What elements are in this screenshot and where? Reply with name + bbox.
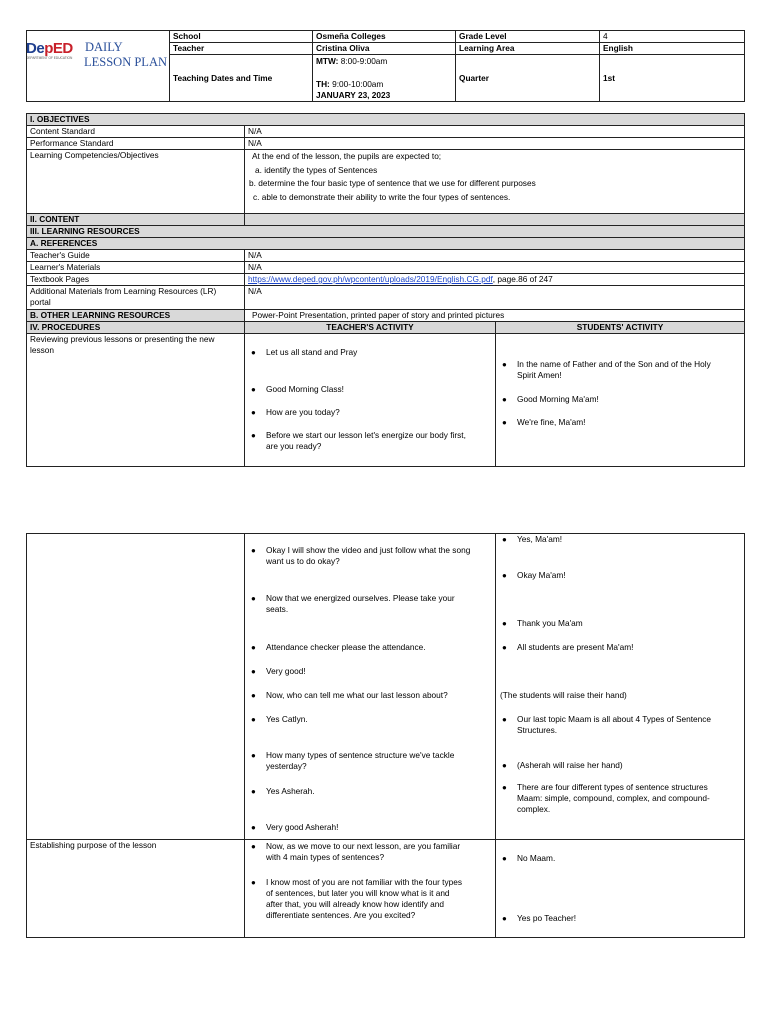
student-line: No Maam. — [517, 853, 556, 863]
teachers-guide-label: Teacher's Guide — [27, 250, 245, 262]
teacher-line: Good Morning Class! — [266, 384, 344, 394]
bullet-icon: ● — [502, 571, 507, 580]
continued-label-cell — [27, 534, 245, 840]
competency-intro: At the end of the lesson, the pupils are expected to; — [252, 151, 442, 161]
teacher-line: Now that we energized ourselves. Please take your — [266, 593, 455, 603]
teacher-lines — [266, 430, 491, 452]
teacher-line: want us to do okay? — [266, 556, 340, 566]
area-label: Learning Area — [456, 43, 600, 55]
bullet-icon: ● — [251, 408, 256, 417]
title-line-2: LESSON PLAN — [84, 55, 167, 69]
logo-subtitle: DEPARTMENT OF EDUCATION — [26, 56, 73, 60]
title-line-1: DAILY — [85, 40, 123, 54]
teacher-lines — [266, 877, 491, 921]
student-line: Good Morning Ma'am! — [517, 394, 599, 404]
student-line: Yes, Ma'am! — [517, 534, 563, 544]
bullet-icon: ● — [502, 715, 507, 724]
bullet-icon: ● — [251, 385, 256, 394]
teacher-line: yesterday? — [266, 761, 307, 771]
teacher-line: seats. — [266, 604, 289, 614]
purpose-label: Establishing purpose of the lesson — [27, 840, 245, 938]
performance-standard-label: Performance Standard — [27, 138, 245, 150]
teacher-line: differentiate sentences. Are you excited? — [266, 910, 416, 920]
bullet-icon: ● — [251, 751, 256, 760]
bullet-icon: ● — [502, 783, 507, 792]
bullet-icon: ● — [502, 761, 507, 770]
teacher-line: Now, who can tell me what our last lesson about? — [266, 690, 448, 700]
bullet-icon: ● — [251, 643, 256, 652]
learners-materials-value: N/A — [245, 262, 745, 274]
student-line: Our last topic Maam is all about 4 Types of Sentence — [517, 714, 712, 724]
bullet-icon: ● — [502, 619, 507, 628]
competencies-label: Learning Competencies/Objectives — [27, 150, 245, 214]
teacher-line: after that, you will already know how identify and — [266, 899, 445, 909]
teacher-line: Very good Asherah! — [266, 822, 339, 832]
teacher-lines — [266, 841, 491, 863]
bullet-icon: ● — [251, 715, 256, 724]
logo-cell — [27, 31, 170, 102]
bullet-icon: ● — [251, 842, 256, 851]
student-line: In the name of Father and of the Son and of the Holy — [517, 359, 711, 369]
learning-resources-heading: III. LEARNING RESOURCES — [27, 226, 745, 238]
other-resources-value: Power-Point Presentation, printed paper of story and printed pictures — [245, 310, 745, 322]
student-line: We're fine, Ma'am! — [517, 417, 586, 427]
competencies-value — [245, 150, 745, 214]
bullet-icon: ● — [251, 691, 256, 700]
student-line: Thank you Ma'am — [517, 618, 583, 628]
teacher-lines — [266, 593, 491, 615]
teacher-line: of sentences, but later you will know what is it and — [266, 888, 450, 898]
teacher-line: are you ready? — [266, 441, 322, 451]
lesson-plan-table — [26, 113, 745, 467]
student-line: (Asherah will raise her hand) — [517, 760, 623, 770]
bullet-icon: ● — [251, 546, 256, 555]
bullet-icon: ● — [251, 348, 256, 357]
school-value: Osmeña Colleges — [313, 31, 456, 43]
teacher-label: Teacher — [170, 43, 313, 55]
teacher-line: Very good! — [266, 666, 306, 676]
textbook-label: Textbook Pages — [27, 274, 245, 286]
teacher-line: How many types of sentence structure we've tackle — [266, 750, 455, 760]
header-table — [26, 30, 745, 102]
teacher-line: Attendance checker please the attendance. — [266, 642, 426, 652]
bullet-icon: ● — [251, 667, 256, 676]
teacher-line: Now, as we move to our next lesson, are you familiar — [266, 841, 461, 851]
student-line: Maam: simple, compound, complex, and compound- — [517, 793, 710, 803]
bullet-icon: ● — [251, 594, 256, 603]
student-lines — [517, 782, 740, 815]
competency-c: c. able to demonstrate their ability to write the four types of sentences. — [253, 191, 511, 202]
teacher-line: Before we start our lesson let's energize our body first, — [266, 430, 466, 440]
bullet-icon: ● — [251, 787, 256, 796]
objectives-heading: I. OBJECTIVES — [27, 114, 745, 126]
bullet-icon: ● — [502, 643, 507, 652]
student-line: Okay Ma'am! — [517, 570, 566, 580]
review-label-line-2: lesson — [30, 345, 54, 355]
student-line: Spirit Amen! — [517, 370, 562, 380]
bullet-icon: ● — [502, 914, 507, 923]
content-standard-label: Content Standard — [27, 126, 245, 138]
review-teacher-cell — [245, 334, 496, 467]
continued-teacher-cell — [245, 534, 496, 840]
school-label: School — [170, 31, 313, 43]
other-resources-label: B. OTHER LEARNING RESOURCES — [27, 310, 245, 322]
student-lines — [517, 714, 740, 736]
student-line: There are four different types of sentence structures — [517, 782, 708, 792]
mtw-value: 8:00-9:00am — [338, 56, 388, 66]
quarter-label: Quarter — [456, 55, 600, 102]
student-line: Yes po Teacher! — [517, 913, 577, 923]
grade-value: 4 — [600, 31, 745, 43]
textbook-page: , page.86 of 247 — [492, 274, 553, 284]
bullet-icon: ● — [502, 854, 507, 863]
competency-a: a. identify the types of Sentences — [255, 164, 378, 175]
references-heading: A. REFERENCES — [27, 238, 745, 250]
bullet-icon: ● — [251, 431, 256, 440]
logo-de: De — [26, 40, 45, 57]
additional-label-line-2: portal — [30, 297, 51, 307]
learners-materials-label: Learner's Materials — [27, 262, 245, 274]
logo-p: p — [44, 40, 53, 57]
textbook-value — [245, 274, 745, 286]
students-activity-heading: STUDENTS' ACTIVITY — [496, 322, 745, 334]
student-line: complex. — [517, 804, 551, 814]
teacher-line: Okay I will show the video and just follow what the song — [266, 545, 471, 555]
additional-label-line-1: Additional Materials from Learning Resources (LR) — [30, 286, 217, 296]
student-line: Structures. — [517, 725, 558, 735]
competency-b: b. determine the four basic type of sentence that we use for different purposes — [249, 178, 536, 189]
teacher-line: How are you today? — [266, 407, 340, 417]
teachers-guide-value: N/A — [245, 250, 745, 262]
teacher-line: Yes Catlyn. — [266, 714, 308, 724]
bullet-icon: ● — [251, 823, 256, 832]
bullet-icon: ● — [502, 418, 507, 427]
area-value: English — [600, 43, 745, 55]
content-heading: II. CONTENT — [27, 214, 245, 226]
teacher-value: Cristina Oliva — [313, 43, 456, 55]
teacher-line: Let us all stand and Pray — [266, 347, 358, 357]
teacher-line: I know most of you are not familiar with the four types — [266, 877, 462, 887]
student-lines — [517, 359, 740, 381]
additional-materials-label — [27, 286, 245, 310]
procedures-continued-table — [26, 533, 745, 938]
content-value — [245, 214, 745, 226]
student-line: (The students will raise their hand) — [500, 690, 627, 700]
bullet-icon: ● — [251, 878, 256, 887]
grade-label: Grade Level — [456, 31, 600, 43]
purpose-student-cell — [496, 840, 745, 938]
teacher-lines — [266, 750, 491, 772]
review-student-cell — [496, 334, 745, 467]
teacher-line: with 4 main types of sentences? — [266, 852, 385, 862]
review-label-line-1: Reviewing previous lessons or presenting the new — [30, 334, 215, 344]
content-standard-value: N/A — [245, 126, 745, 138]
teacher-lines — [266, 545, 491, 567]
date-value: JANUARY 23, 2023 — [316, 90, 391, 100]
performance-standard-value: N/A — [245, 138, 745, 150]
textbook-link[interactable]: https://www.deped.gov.ph/wpcontent/uploads/2019/English.CG.pdf — [248, 274, 493, 284]
logo-ed: ED — [52, 40, 73, 57]
bullet-icon: ● — [502, 535, 507, 544]
procedures-heading: IV. PROCEDURES — [27, 322, 245, 334]
bullet-icon: ● — [502, 360, 507, 369]
review-label — [27, 334, 245, 467]
additional-materials-value: N/A — [245, 286, 745, 310]
purpose-teacher-cell — [245, 840, 496, 938]
mtw-label: MTW: — [316, 56, 339, 66]
teacher-line: Yes Asherah. — [266, 786, 315, 796]
dates-label: Teaching Dates and Time — [170, 55, 313, 102]
th-value: 9:00-10:00am — [329, 79, 384, 89]
continued-student-cell — [496, 534, 745, 840]
quarter-value: 1st — [600, 55, 745, 102]
student-line: All students are present Ma'am! — [517, 642, 634, 652]
th-label: TH: — [316, 79, 330, 89]
teacher-activity-heading: TEACHER'S ACTIVITY — [245, 322, 496, 334]
dates-value — [313, 55, 456, 102]
bullet-icon: ● — [502, 395, 507, 404]
